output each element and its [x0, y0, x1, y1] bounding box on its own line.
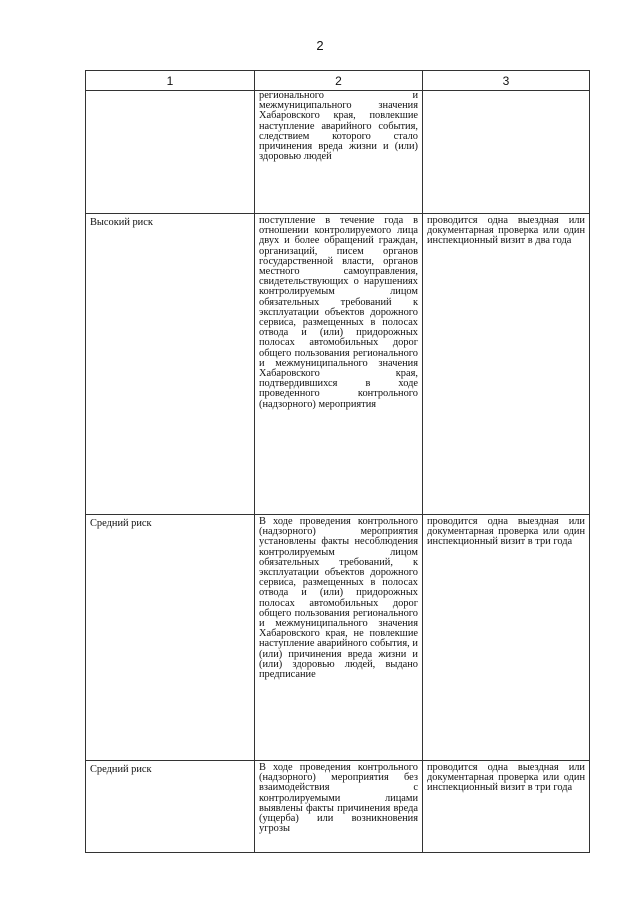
control-measures-cell: проводится одна выездная или документарная проверка или один инспекционный визит в три года	[423, 761, 590, 853]
column-header-2: 2	[255, 71, 423, 91]
control-measures-cell	[423, 91, 590, 214]
risk-category-cell: Средний риск	[86, 515, 255, 761]
table-row	[86, 214, 590, 515]
risk-category-table	[85, 70, 590, 853]
page-number: 2	[316, 38, 324, 53]
table-row	[86, 761, 590, 853]
risk-criterion-cell: В ходе проведения контрольного (надзорного) мероприятия без взаимодействия с контролируемыми лицами выявлены факты причинения вреда (ущерба) или возникновения угрозы	[255, 761, 423, 853]
table-row	[86, 515, 590, 761]
control-measures-cell: проводится одна выездная или документарная проверка или один инспекционный визит в два года	[423, 214, 590, 515]
column-header-1: 1	[86, 71, 255, 91]
table-row	[86, 91, 590, 214]
table-header-row	[86, 71, 590, 91]
risk-criterion-cell: поступление в течение года в отношении контролируемого лица двух и более обращений граждан, организаций, писем органов государственной власти, органов местного самоуправления, свидетельствующих о нарушениях контролируемым лицом обязательных требований к эксплуатации объектов дорожного сервиса, размещенных в полосах отвода и (или) придорожных полосах автомобильных дорог общего пользования регионального и межмуниципального значения Хабаровского края, подтвердившихся в ходе проведенного контрольного (надзорного) мероприятия	[255, 214, 423, 515]
risk-category-cell: Средний риск	[86, 761, 255, 853]
risk-criterion-cell: регионального и межмуниципального значения Хабаровского края, повлекшие наступление аварийного события, следствием которого стало причинения вреда жизни и (или) здоровью людей	[255, 91, 423, 214]
risk-category-cell	[86, 91, 255, 214]
risk-criterion-cell: В ходе проведения контрольного (надзорного) мероприятия установлены факты несоблюдения контролируемым лицом обязательных требований, к эксплуатации объектов дорожного сервиса, размещенных в полосах отвода и (или) придорожных полосах автомобильных дорог общего пользования регионального и межмуниципального значения Хабаровского края, не повлекшие наступление аварийного события, и (или) причинения вреда жизни и (или) здоровью людей, выдано предписание	[255, 515, 423, 761]
control-measures-cell: проводится одна выездная или документарная проверка или один инспекционный визит в три года	[423, 515, 590, 761]
risk-category-cell: Высокий риск	[86, 214, 255, 515]
column-header-3: 3	[423, 71, 590, 91]
